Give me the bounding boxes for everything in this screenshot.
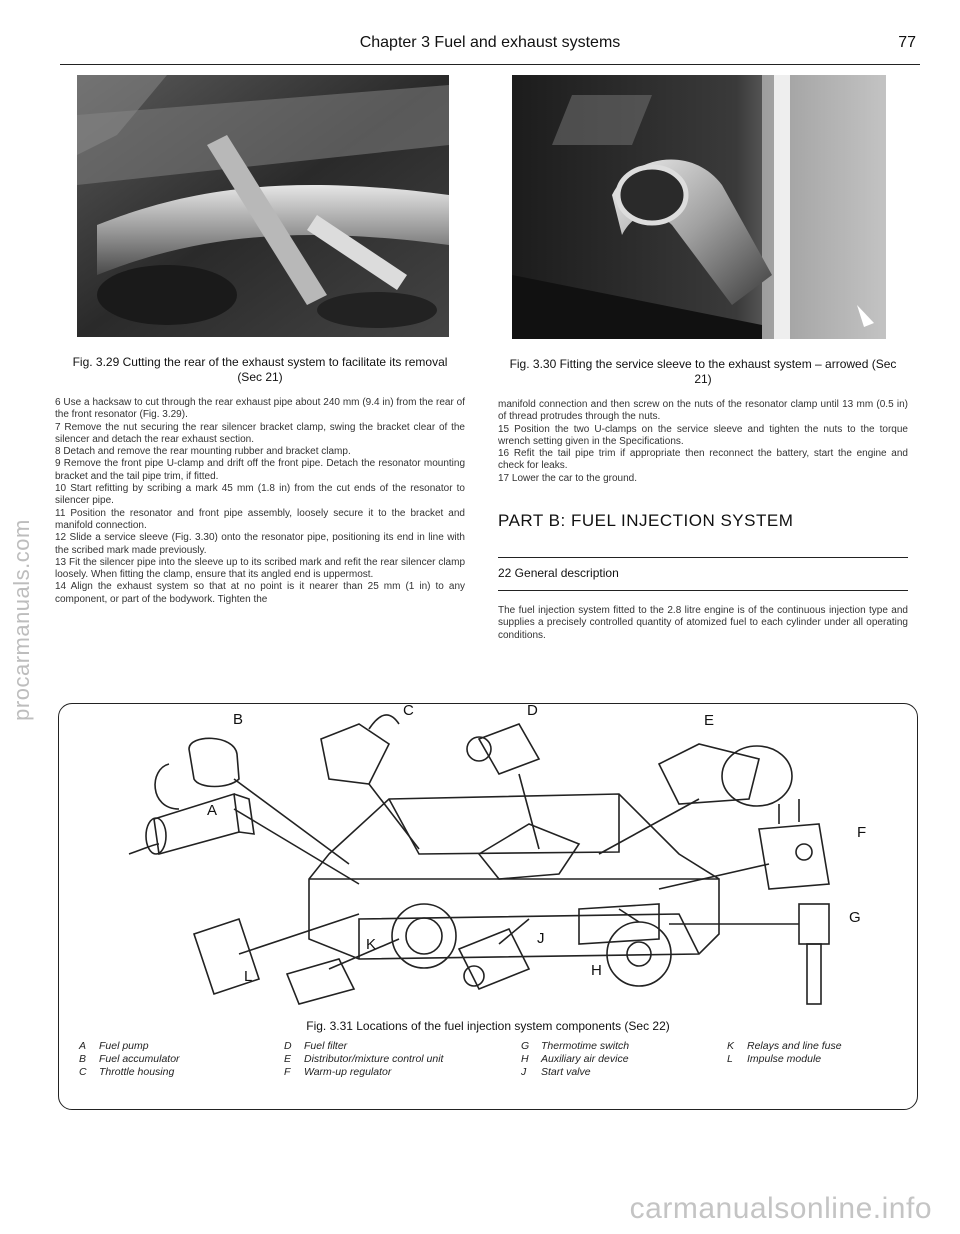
step-17: 17 Lower the car to the ground. — [498, 472, 637, 484]
callout-a: A — [207, 802, 218, 819]
side-watermark — [2, 470, 42, 770]
fig-3-31-box — [58, 703, 918, 1110]
bottom-watermark: carmanualsonline.info — [629, 1192, 932, 1225]
fig-3-30-caption: Fig. 3.30 Fitting the service sleeve to the exhaust system – arrowed (Sec 21) — [509, 357, 897, 386]
legend-label-h: Auxiliary air device — [541, 1053, 629, 1065]
step-10: 10 Start refitting by scribing a mark 45 mm (1.8 in) from the cut ends of the resonator to silencer pipe. — [55, 483, 465, 507]
legend-label-l: Impulse module — [747, 1053, 822, 1065]
photo-service-sleeve-image — [512, 75, 886, 339]
legend-label-f: Warm-up regulator — [304, 1066, 392, 1078]
legend-key-h: H — [521, 1053, 529, 1065]
legend-col-1 — [79, 1040, 180, 1079]
chapter-title: Chapter 3 Fuel and exhaust systems — [359, 34, 621, 51]
callout-c: C — [403, 703, 414, 719]
page-number: 77 — [898, 34, 916, 51]
legend-label-d: Fuel filter — [304, 1040, 348, 1052]
legend-key-f: F — [284, 1066, 291, 1078]
callout-e: E — [704, 712, 715, 729]
fuel-injection-diagram — [59, 704, 917, 1014]
step-13: 13 Fit the silencer pipe into the sleeve up to its scribed mark and refit the rear silencer clamp loosely. When fitting the clamp, ensure that its angled end is uppermost. — [55, 556, 465, 581]
photo-fig-3-29 — [77, 75, 449, 337]
step-14-cont: manifold connection and then screw on the nuts of the resonator clamp until 13 mm (0.5 in) of thread protrudes through the nuts. — [498, 399, 908, 423]
step-9: 9 Remove the front pipe U-clamp and drift off the front pipe. Detach the resonator mounting bracket and the tail pipe trim, if fitted. — [55, 458, 465, 482]
legend-col-3 — [521, 1040, 629, 1079]
legend-key-j: J — [521, 1066, 527, 1078]
legend-label-a: Fuel pump — [99, 1040, 149, 1052]
left-column — [55, 75, 465, 606]
fig-3-31-caption: Fig. 3.31 Locations of the fuel injection system components (Sec 22) — [306, 1019, 670, 1033]
legend-label-c: Throttle housing — [99, 1066, 175, 1078]
legend-key-a: A — [79, 1040, 87, 1052]
legend-key-c: C — [79, 1066, 87, 1078]
fig-3-29-caption: Fig. 3.29 Cutting the rear of the exhaust system to facilitate its removal (Sec 21) — [72, 355, 448, 384]
callout-d: D — [527, 703, 538, 719]
step-14: 14 Align the exhaust system so that at no point is it nearer than 25 mm (1 in) to any component, or part of the bodywork. Tighten the — [55, 581, 465, 605]
step-15: 15 Position the two U-clamps on the service sleeve and tighten the nuts to the torque wrench setting given in the Specifications. — [498, 423, 908, 447]
section-22-heading: 22 General description — [498, 557, 908, 591]
part-b-heading: PART B: FUEL INJECTION SYSTEM — [498, 511, 794, 531]
legend-label-k: Relays and line fuse — [747, 1040, 842, 1052]
legend-key-g: G — [521, 1040, 530, 1052]
right-column — [498, 75, 908, 642]
side-watermark-text: procarmanuals.com — [9, 519, 34, 721]
page-header — [60, 28, 920, 65]
callout-j: J — [537, 930, 545, 947]
legend-col-2 — [284, 1040, 443, 1079]
legend-label-j: Start valve — [541, 1066, 591, 1078]
callout-g: G — [849, 909, 861, 926]
callout-k: K — [366, 936, 377, 953]
step-7: 7 Remove the nut securing the rear silencer bracket clamp, swing the bracket clear of the silencer and detach the rear exhaust section. — [55, 421, 465, 445]
step-12: 12 Slide a service sleeve (Fig. 3.30) onto the resonator pipe, positioning its end in line with the scribed mark made previously. — [55, 532, 465, 556]
step-8: 8 Detach and remove the rear mounting rubber and bracket clamp. — [55, 446, 351, 458]
legend-key-l: L — [727, 1053, 733, 1065]
legend-label-g: Thermotime switch — [541, 1040, 630, 1052]
legend-key-k: K — [727, 1040, 735, 1052]
section-22-body: The fuel injection system fitted to the 2.8 litre engine is of the continuous injection type and supplies a precisely controlled quantity of atomized fuel to each cylinder under all operating conditions. — [498, 605, 908, 641]
photo-fig-3-30 — [512, 75, 886, 339]
callout-l: L — [244, 968, 253, 985]
step-16: 16 Refit the tail pipe trim if appropriate then reconnect the battery, start the engine and check for leaks. — [498, 448, 908, 472]
legend-label-b: Fuel accumulator — [99, 1053, 180, 1065]
left-steps — [55, 397, 465, 606]
legend-label-e: Distributor/mixture control unit — [304, 1053, 444, 1065]
legend-col-4 — [727, 1040, 842, 1066]
photo-exhaust-cutting-image — [77, 75, 449, 337]
step-11: 11 Position the resonator and front pipe assembly, loosely secure it to the bracket and manifold connection. — [55, 507, 465, 531]
callout-b: B — [233, 711, 244, 728]
legend-key-e: E — [284, 1053, 292, 1065]
right-steps — [498, 399, 908, 485]
step-6: 6 Use a hacksaw to cut through the rear exhaust pipe about 240 mm (9.4 in) from the rear of the front resonator (Fig. 3.29). — [55, 397, 465, 421]
callout-f: F — [857, 824, 867, 841]
legend-key-d: D — [284, 1040, 292, 1052]
callout-h: H — [591, 962, 602, 979]
legend-key-b: B — [79, 1053, 87, 1065]
